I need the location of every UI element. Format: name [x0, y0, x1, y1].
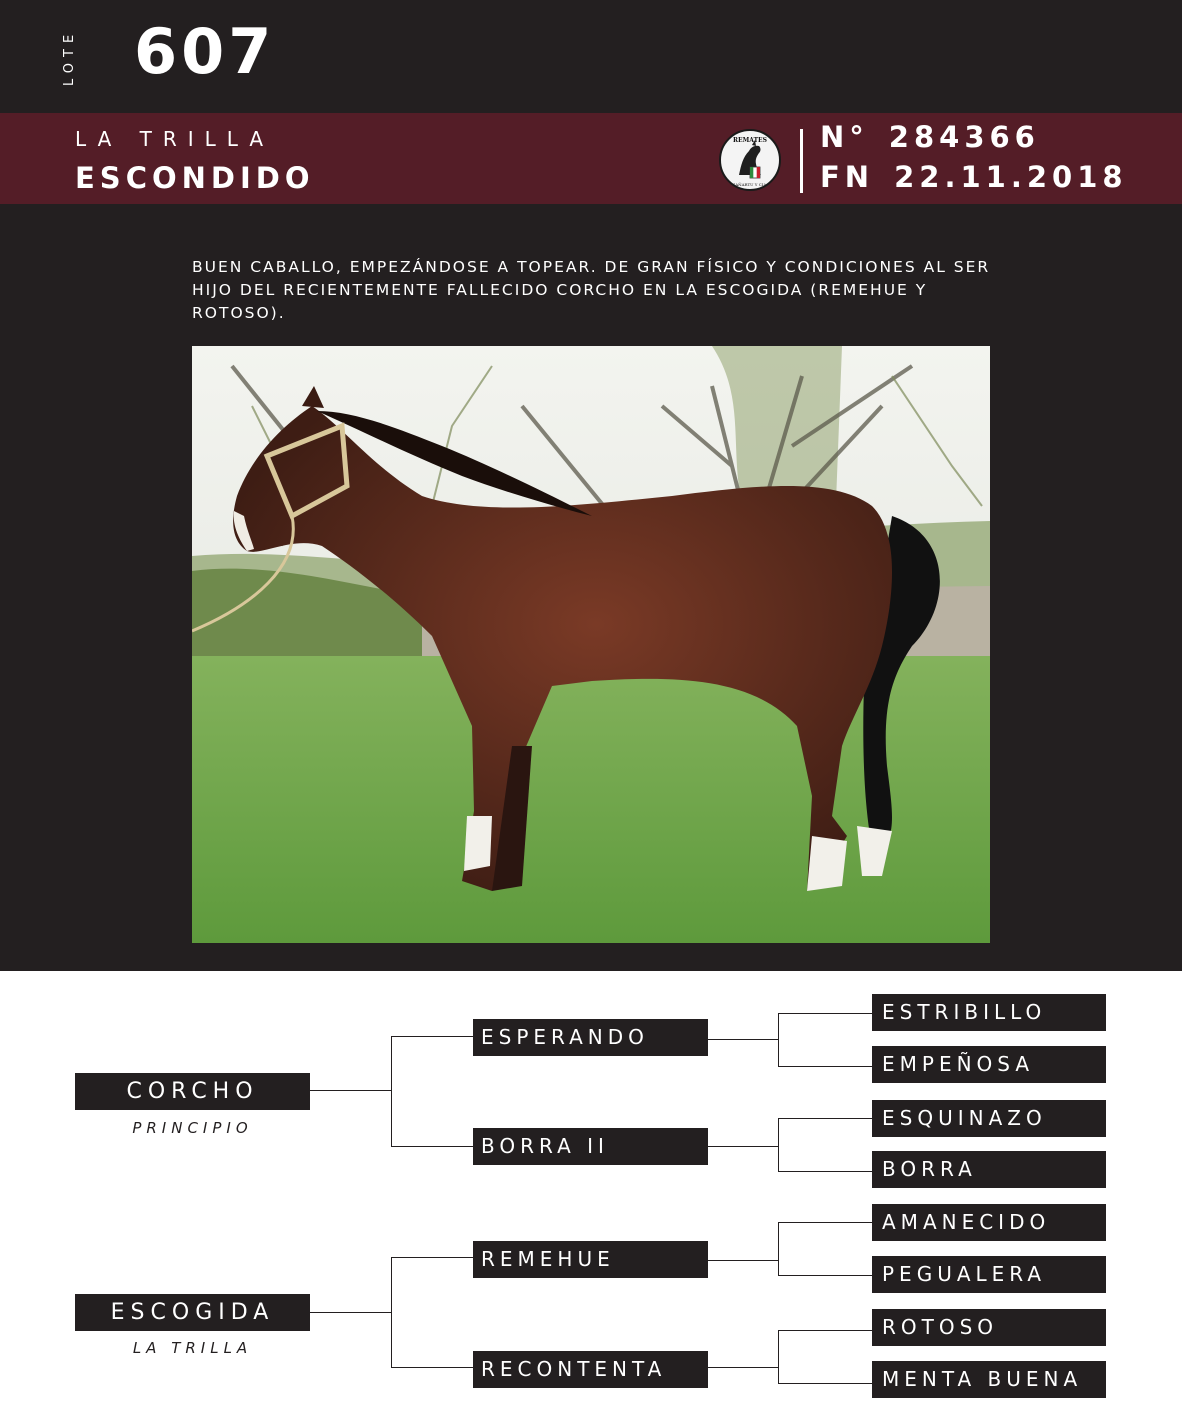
description: BUEN CABALLO, EMPEZÁNDOSE A TOPEAR. DE GRAN FÍSICO Y CONDICIONES AL SER HIJO DEL RECIENTEMENTE FALLECIDO CORCHO EN LA ESCOGIDA (REMEHUE Y ROTOSO).	[192, 258, 991, 322]
great-grandparent: PEGUALERA	[872, 1256, 1106, 1293]
connector-line	[310, 1090, 391, 1091]
great-grandparent: BORRA	[872, 1151, 1106, 1188]
lote-label: LOTE	[62, 28, 77, 86]
connector-line	[778, 1330, 779, 1383]
connector-line	[778, 1118, 779, 1171]
sire-breeder: PRINCIPIO	[132, 1119, 253, 1137]
remates-logo	[719, 129, 781, 191]
birth-date	[820, 160, 1128, 194]
grandsire-paternal: ESPERANDO	[473, 1019, 708, 1056]
connector-line	[778, 1013, 872, 1014]
connector-line	[391, 1367, 473, 1368]
connector-line	[391, 1036, 392, 1146]
great-grandparent: ESQUINAZO	[872, 1100, 1106, 1137]
great-grandparent: EMPEÑOSA	[872, 1046, 1106, 1083]
breeder-name: LA TRILLA	[75, 127, 275, 151]
connector-line	[778, 1222, 779, 1275]
connector-line	[778, 1383, 872, 1384]
connector-line	[708, 1260, 778, 1261]
connector-line	[778, 1171, 872, 1172]
great-grandparent: MENTA BUENA	[872, 1361, 1106, 1398]
horse-name: ESCONDIDO	[75, 161, 315, 195]
sire-name: CORCHO	[75, 1073, 310, 1110]
lote-number: 607	[134, 15, 276, 88]
connector-line	[778, 1118, 872, 1119]
registration	[820, 120, 1040, 154]
connector-line	[391, 1036, 473, 1037]
connector-line	[391, 1146, 473, 1147]
dam-name: ESCOGIDA	[75, 1294, 310, 1331]
divider	[800, 129, 803, 193]
connector-line	[778, 1013, 779, 1066]
granddam-maternal: RECONTENTA	[473, 1351, 708, 1388]
connector-line	[778, 1330, 872, 1331]
logo-bottom-text: ZAÑARTU Y CIA.	[732, 182, 768, 187]
great-grandparent: ROTOSO	[872, 1309, 1106, 1346]
registration-number: 284366	[888, 120, 1040, 154]
grandsire-maternal: REMEHUE	[473, 1241, 708, 1278]
connector-line	[778, 1275, 872, 1276]
connector-line	[708, 1367, 778, 1368]
connector-line	[778, 1066, 872, 1067]
registration-label: N°	[820, 120, 869, 154]
birth-date-value: 22.11.2018	[894, 160, 1128, 194]
connector-line	[708, 1039, 778, 1040]
horse-photo	[192, 346, 990, 943]
connector-line	[391, 1257, 473, 1258]
great-grandparent: AMANECIDO	[872, 1204, 1106, 1241]
connector-line	[778, 1222, 872, 1223]
connector-line	[391, 1257, 392, 1367]
great-grandparent: ESTRIBILLO	[872, 994, 1106, 1031]
logo-top-text: REMATES	[733, 137, 767, 144]
horse-head-logo-icon	[721, 131, 779, 189]
granddam-paternal: BORRA II	[473, 1128, 708, 1165]
connector-line	[310, 1312, 391, 1313]
dam-breeder: LA TRILLA	[132, 1339, 253, 1357]
connector-line	[708, 1146, 778, 1147]
birth-date-label: FN	[820, 160, 875, 194]
